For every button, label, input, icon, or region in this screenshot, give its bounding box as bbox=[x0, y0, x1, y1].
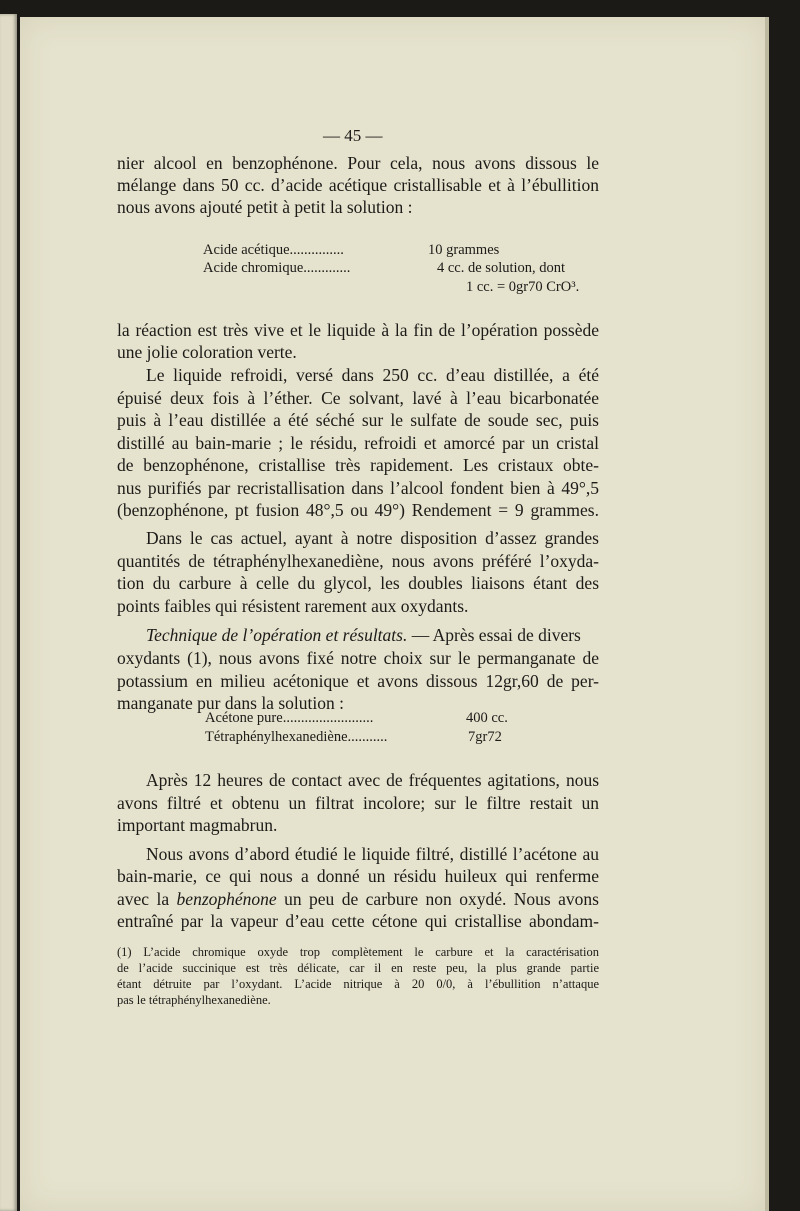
recipe-item-name: Tétraphénylhexanediène........... bbox=[205, 729, 388, 745]
recipe-item-value: 1 cc. = 0gr70 CrO³. bbox=[466, 279, 580, 295]
recipe-item-name: Acide acétique............... bbox=[203, 242, 344, 258]
text-line: potassium en milieu acétonique et avons dissous 12gr,60 de per- bbox=[117, 671, 599, 691]
text-line: mélange dans 50 cc. d’acide acétique cristallisable et à l’ébullition bbox=[117, 175, 599, 195]
section-heading-line bbox=[146, 625, 581, 645]
footnote-line: de l’acide succinique est très délicate, car il en reste peu, la plus grande partie bbox=[117, 961, 599, 975]
text-line: quantités de tétraphénylhexanediène, nous avons préféré l’oxyda- bbox=[117, 551, 599, 571]
text-run: avec la bbox=[117, 889, 177, 909]
text-line: la réaction est très vive et le liquide à la fin de l’opération possède bbox=[117, 320, 599, 340]
text-line: (benzophénone, pt fusion 48°,5 ou 49°) Rendement = 9 grammes. bbox=[117, 500, 599, 520]
recipe-item-value: 400 cc. bbox=[466, 710, 508, 726]
text-line: nus purifiés par recristallisation dans l’alcool fondent bien à 49°,5 bbox=[117, 478, 599, 498]
recipe-item-value: 10 grammes bbox=[428, 242, 500, 258]
text-line: tion du carbure à celle du glycol, les doubles liaisons étant des bbox=[117, 573, 599, 593]
footnote-line: pas le tétraphénylhexanediène. bbox=[117, 993, 271, 1007]
text-line: une jolie coloration verte. bbox=[117, 342, 297, 362]
text-line: de benzophénone, cristallise très rapidement. Les cristaux obte- bbox=[117, 455, 599, 475]
text-line: avons filtré et obtenu un filtrat incolore; sur le filtre restait un bbox=[117, 793, 599, 813]
text-run: un peu de carbure non oxydé. Nous avons bbox=[276, 889, 599, 909]
text-line: distillé au bain-marie ; le résidu, refroidi et amorcé par un cristal bbox=[117, 433, 599, 453]
text-line: entraîné par la vapeur d’eau cette cétone qui cristallise abondam- bbox=[117, 911, 599, 931]
footnote-line: étant détruite par l’oxydant. L’acide nitrique à 20 0/0, à l’ébullition n’attaque bbox=[117, 977, 599, 991]
page-edge bbox=[765, 17, 769, 1211]
recipe-item-value: 7gr72 bbox=[468, 729, 502, 745]
text-line: Dans le cas actuel, ayant à notre disposition d’assez grandes bbox=[146, 528, 599, 548]
text-line: bain-marie, ce qui nous a donné un résidu huileux qui renferme bbox=[117, 866, 599, 886]
text-line: nous avons ajouté petit à petit la solution : bbox=[117, 197, 413, 217]
text-line bbox=[117, 889, 599, 909]
text-line: oxydants (1), nous avons fixé notre choix sur le permanganate de bbox=[117, 648, 599, 668]
text-line: épuisé deux fois à l’éther. Ce solvant, lavé à l’eau bicarbonatée bbox=[117, 388, 599, 408]
italic-term: benzophénone bbox=[176, 889, 277, 909]
recipe-item-name: Acétone pure......................... bbox=[205, 710, 374, 726]
text-line: manganate pur dans la solution : bbox=[117, 693, 344, 713]
section-heading: Technique de l’opération et résultats. bbox=[146, 625, 408, 645]
text-line: nier alcool en benzophénone. Pour cela, nous avons dissous le bbox=[117, 153, 599, 173]
text-line: Après 12 heures de contact avec de fréquentes agitations, nous bbox=[146, 770, 599, 790]
text-line: puis à l’eau distillée a été séché sur le sulfate de soude sec, puis bbox=[117, 410, 599, 430]
footnote-line: (1) L’acide chromique oxyde trop complètement le carbure et la caractérisation bbox=[117, 945, 599, 959]
text-line: Le liquide refroidi, versé dans 250 cc. d’eau distillée, a été bbox=[146, 365, 599, 385]
page-number: — 45 — bbox=[323, 126, 383, 145]
text-line: important magmabrun. bbox=[117, 815, 278, 835]
recipe-item-value: 4 cc. de solution, dont bbox=[437, 260, 566, 276]
text-line: Nous avons d’abord étudié le liquide filtré, distillé l’acétone au bbox=[146, 844, 599, 864]
recipe-item-name: Acide chromique............. bbox=[203, 260, 351, 276]
text-line: points faibles qui résistent rarement aux oxydants. bbox=[117, 596, 469, 616]
previous-page-edge bbox=[0, 14, 17, 1211]
text-run: — Après essai de divers bbox=[407, 625, 581, 645]
